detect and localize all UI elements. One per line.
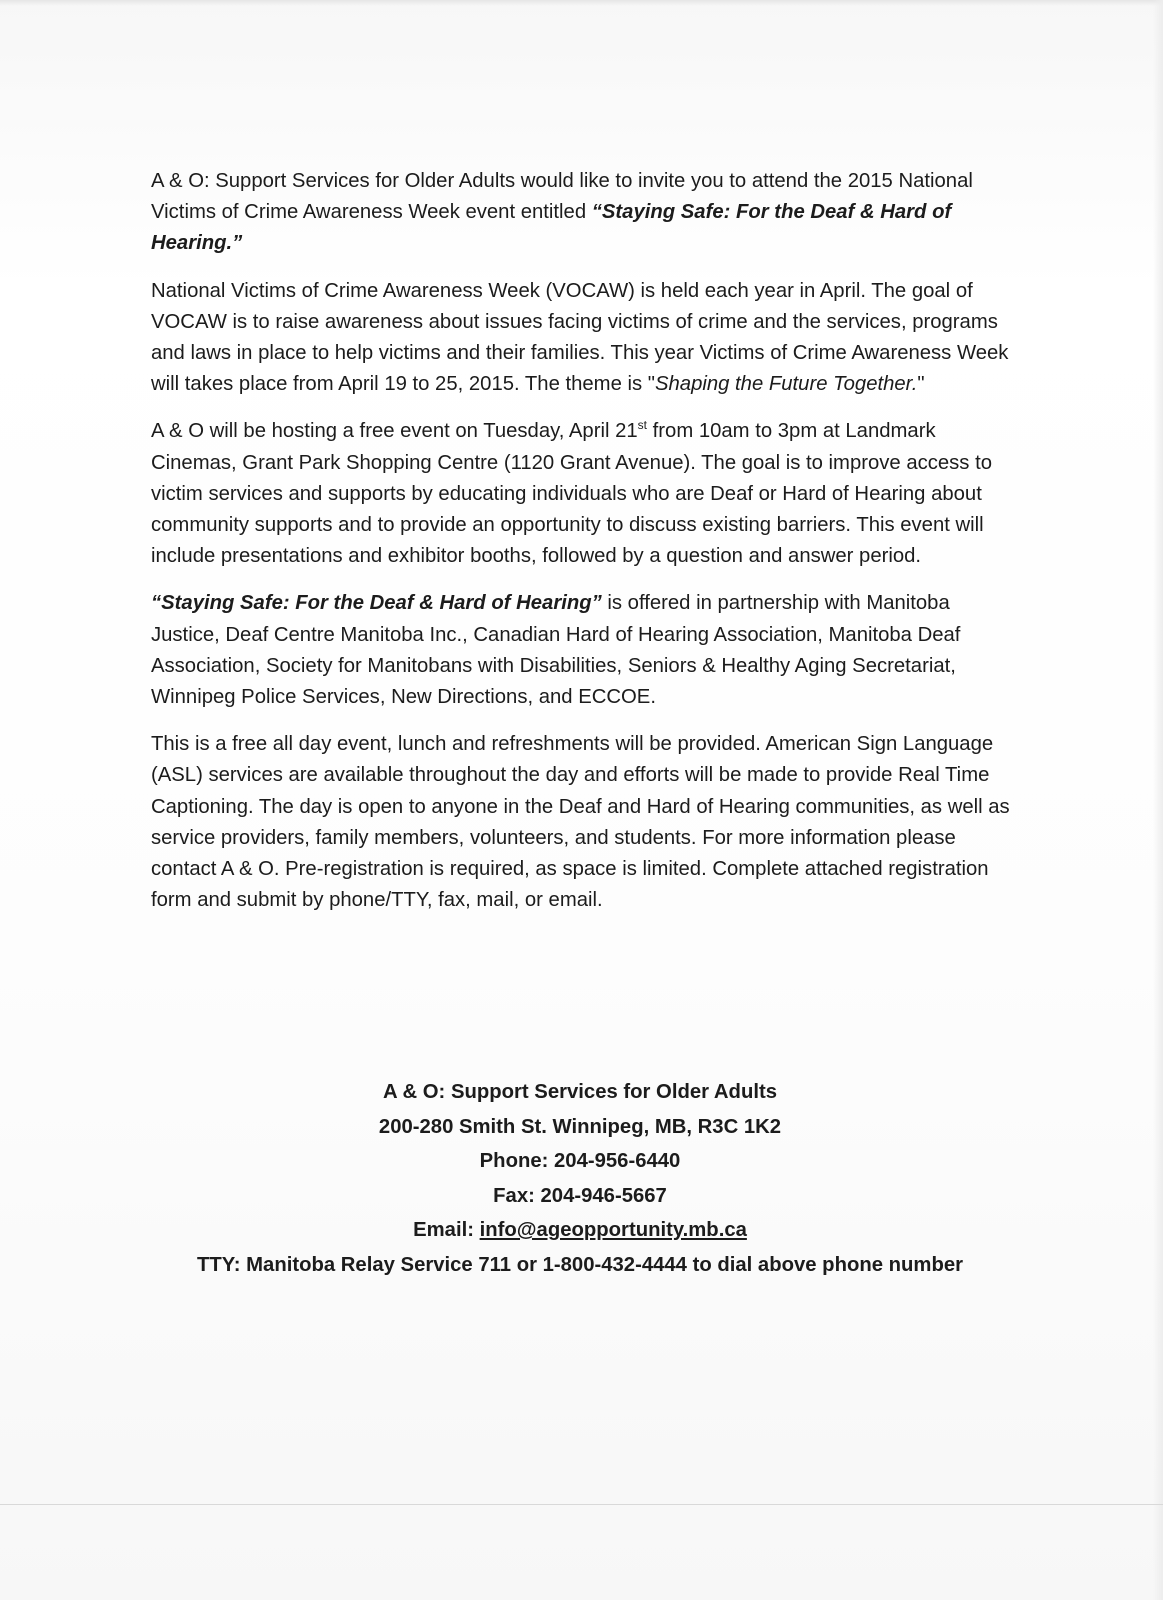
event-details-rest: from 10am to 3pm at Landmark Cinemas, Grant Park Shopping Centre (1120 Grant Avenue). The goal is to improve access to victim services and supports by educating individuals who are Deaf or Hard of Hearing about community supports and to provide an opportunity to discuss existing barriers. This event will include presentations and exhibitor booths, followed by a question and answer period. <box>151 420 992 568</box>
theme-close-quote: " <box>917 373 925 396</box>
paragraph-event-details <box>151 416 1011 572</box>
date-suffix: st <box>637 417 648 432</box>
scan-edge-top <box>0 0 1163 6</box>
paragraph-invitation <box>151 166 1011 260</box>
event-details-start: A & O will be hosting a free event on Tuesday, April 21 <box>151 420 638 443</box>
contact-fax: Fax: 204-946-5667 <box>493 1184 667 1207</box>
paragraph-partners <box>151 588 1011 713</box>
contact-phone: Phone: 204-956-6440 <box>479 1150 681 1172</box>
email-link[interactable]: info@ageopportunity.mb.ca <box>479 1219 747 1241</box>
scan-edge-right <box>1153 0 1163 1600</box>
contact-address: 200-280 Smith St. Winnipeg, MB, R3C 1K2 <box>378 1115 782 1138</box>
contact-block <box>140 1075 1020 1282</box>
invitation-text: A & O: Support Services for Older Adults would like to invite you to attend the 2015 National Victims of Crime Awareness Week event entitled <box>151 170 973 224</box>
theme-text: Shaping the Future Together. <box>654 373 918 396</box>
event-title: “Staying Safe: For the Deaf & Hard of Hearing.” <box>151 201 952 255</box>
paragraph-registration <box>151 729 1011 916</box>
partners-text: is offered in partnership with Manitoba Justice, Deaf Centre Manitoba Inc., Canadian Hard of Hearing Association, Manitoba Deaf Association, Society for Manitobans with Disabilities, Seniors & Healthy Aging Secretariat, Winnipeg Police Services, New Directions, and ECCOE. <box>151 592 961 709</box>
event-title-partners: “Staying Safe: For the Deaf & Hard of Hearing” <box>151 592 602 615</box>
paragraph-vocaw <box>151 276 1011 401</box>
registration-text: This is a free all day event, lunch and refreshments will be provided. American Sign Language (ASL) services are available throughout the day and efforts will be made to provide Real Time Captioning. The day is open to anyone in the Deaf and Hard of Hearing communities, as well as service providers, family members, volunteers, and students. For more information please contact A & O. Pre-registration is required, as space is limited. Complete attached registration form and submit by phone/TTY, fax, mail, or email. <box>151 733 1010 912</box>
scan-edge-bottom <box>0 1504 1163 1505</box>
email-label: Email: <box>413 1219 480 1241</box>
vocaw-text: National Victims of Crime Awareness Week (VOCAW) is held each year in April. The goal of VOCAW is to raise awareness about issues facing victims of crime and the services, programs and laws in place to help victims and their families. This year Victims of Crime Awareness Week will takes place from April 19 to 25, 2015. The theme is " <box>151 279 1009 396</box>
contact-email-line <box>140 1213 1020 1248</box>
contact-org: A & O: Support Services for Older Adults <box>382 1081 778 1103</box>
contact-tty: TTY: Manitoba Relay Service 711 or 1-800-432-4444 to dial above phone number <box>196 1253 964 1276</box>
letter-body <box>151 166 1011 932</box>
